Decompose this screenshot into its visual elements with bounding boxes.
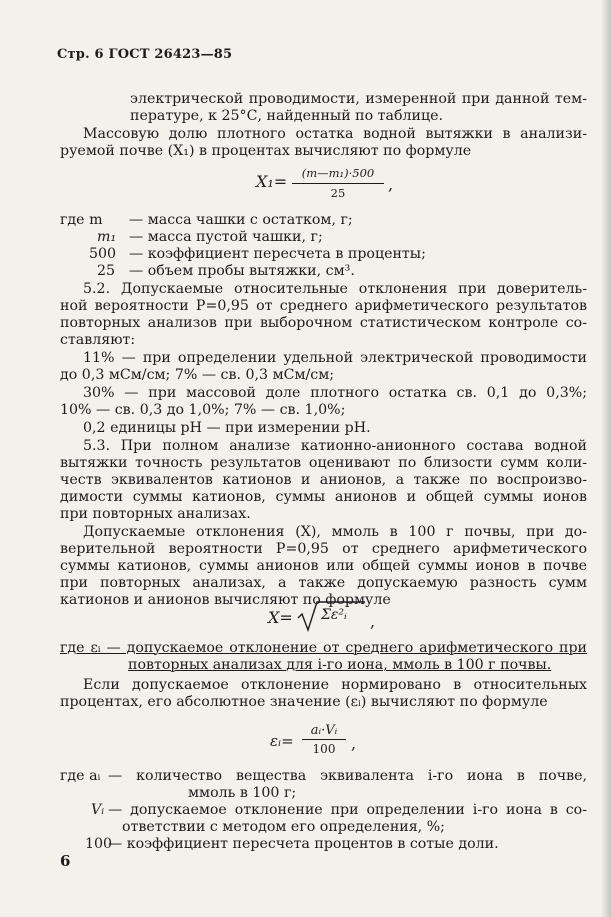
text-line: 30% — при массовой доле плотного остатка св. 0,1 до 0,3%; xyxy=(83,385,587,401)
text-line: ставляют: xyxy=(60,332,136,348)
def-symbol: m₁ xyxy=(97,229,117,245)
text-line: при повторных анализах. xyxy=(60,506,251,522)
text-line: электрической проводимости, измеренной при данной тем- xyxy=(130,91,587,107)
text-line: руемой почве (X₁) в процентах вычисляют по формуле xyxy=(60,143,472,159)
page-number: 6 xyxy=(60,852,71,870)
text-line: катионов и анионов вычисляют по формуле xyxy=(60,592,391,608)
formula-radicand: Σε²ᵢ xyxy=(321,607,347,623)
def-text: — масса чашки с остатком, г; xyxy=(129,212,353,228)
def-text: — масса пустой чашки, г; xyxy=(129,229,323,245)
def-text: — допускаемое отклонение при определении i-го иона в со- xyxy=(108,802,587,818)
text-line: пературе, к 25°С, найденный по таблице. xyxy=(130,108,444,124)
text-line: 5.3. При полном анализе катионно-анионного состава водной xyxy=(83,438,587,454)
def-text: ответствии с методом его определения, %; xyxy=(122,819,445,835)
text-line: ной вероятности P=0,95 от среднего арифметического результатов xyxy=(60,298,587,314)
formula-tail: , xyxy=(351,734,357,753)
text-line: вытяжки точность результатов оценивают по близости сумм коли- xyxy=(60,455,587,471)
text-line: при повторных анализах, а также допускаемую разность сумм xyxy=(60,575,587,591)
fraction-bar xyxy=(302,739,346,740)
formula-numerator: (m—m₁)·500 xyxy=(301,166,375,180)
def-text: — коэффициент пересчета процентов в сотые доли. xyxy=(108,836,499,852)
formula-tail: , xyxy=(388,175,394,194)
formula-numerator: aᵢ·Vᵢ xyxy=(310,723,338,738)
def-text: — объем пробы вытяжки, см³. xyxy=(129,263,355,279)
formula-denominator: 100 xyxy=(312,742,336,756)
text-line: 10% — св. 0,3 до 1,0%; 7% — св. 1,0%; xyxy=(60,402,346,418)
def-symbol: 25 xyxy=(97,263,116,279)
def-symbol: Vᵢ xyxy=(91,802,105,818)
def-symbol: где aᵢ xyxy=(60,768,101,784)
formula-lhs: εᵢ= xyxy=(270,732,294,750)
text-line: 11% — при определении удельной электрической проводимости xyxy=(83,350,587,366)
formula-denominator: 25 xyxy=(330,186,346,200)
text-line: Если допускаемое отклонение нормировано в относительных xyxy=(83,677,587,693)
scan-edge-shadow xyxy=(601,0,611,917)
def-symbol: 100 xyxy=(85,836,113,852)
formula-tail: , xyxy=(370,612,376,631)
running-header: Стр. 6 ГОСТ 26423—85 xyxy=(57,47,233,62)
formula-lhs: X= xyxy=(268,608,293,627)
def-text: — коэффициент пересчета в проценты; xyxy=(129,246,426,262)
text-line: повторных анализов при выборочном статистическом контроле со- xyxy=(60,315,587,331)
text-line: верительной вероятности P=0,95 от среднего арифметического xyxy=(60,541,587,557)
formula-lhs: X₁= xyxy=(256,172,288,191)
text-line: где εᵢ — допускаемое отклонение от среднего арифметического при xyxy=(60,640,587,656)
def-symbol: 500 xyxy=(89,246,117,262)
text-line: Массовую долю плотного остатка водной вытяжки в анализи- xyxy=(83,126,587,142)
fraction-bar xyxy=(292,183,384,184)
def-symbol: где m xyxy=(60,212,103,228)
text-line: честв эквивалентов катионов и анионов, а также по воспроизво- xyxy=(60,472,587,488)
text-line: процентах, его абсолютное значение (εᵢ) вычисляют по формуле xyxy=(60,694,548,710)
text-line: Допускаемые отклонения (X), ммоль в 100 г почвы, при до- xyxy=(83,524,587,540)
text-line: до 0,3 мСм/см; 7% — св. 0,3 мСм/см; xyxy=(60,367,335,383)
text-line: повторных анализах для i-го иона, ммоль в 100 г почвы. xyxy=(128,657,552,673)
def-text: — количество вещества эквивалента i-го иона в почве, xyxy=(108,768,587,784)
text-line: суммы катионов, суммы анионов или общей суммы ионов в почве xyxy=(60,558,587,574)
text-line: 5.2. Допускаемые относительные отклонения при доверитель- xyxy=(83,281,587,297)
text-line: димости суммы катионов, суммы анионов и общей суммы ионов xyxy=(60,489,587,505)
def-text: ммоль в 100 г; xyxy=(188,785,297,801)
text-line: 0,2 единицы pH — при измерении pH. xyxy=(83,420,371,436)
